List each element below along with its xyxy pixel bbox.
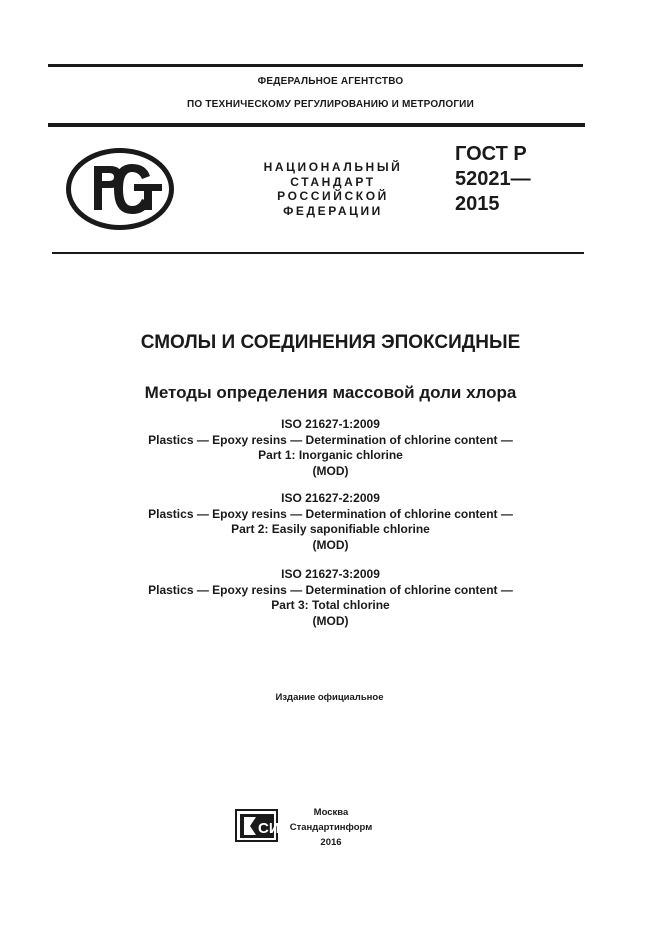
page-title: СМОЛЫ И СОЕДИНЕНИЯ ЭПОКСИДНЫЕ [140, 332, 521, 353]
iso-part-line: Part 1: Inorganic chlorine [258, 448, 403, 462]
iso-title-line: Plastics — Epoxy resins — Determination of chlorine content — [148, 506, 513, 521]
iso-reference-2 [0, 491, 661, 553]
publisher-city: Москва [313, 807, 349, 818]
iso-reference-3 [0, 567, 661, 629]
publication-year: 2016 [320, 837, 342, 848]
standard-type-line: РОССИЙСКОЙ [277, 189, 389, 203]
section-rule [52, 252, 584, 254]
standard-type-line: НАЦИОНАЛЬНЫЙ [263, 160, 403, 174]
iso-part-line: Part 3: Total chlorine [271, 598, 390, 612]
publisher-name: Стандартинформ [289, 822, 373, 833]
iso-reference-1 [0, 417, 661, 479]
rst-certification-mark-icon [66, 148, 174, 230]
standard-designation [455, 142, 531, 217]
iso-mod: (MOD) [312, 613, 349, 628]
iso-mod: (MOD) [312, 537, 349, 552]
iso-title-line: Plastics — Epoxy resins — Determination of chlorine content — [148, 432, 513, 447]
rst-logo-svg [66, 148, 174, 230]
header-rule [48, 123, 585, 127]
standard-type [248, 160, 418, 218]
top-rule [48, 64, 583, 67]
standartinform-logo-icon [234, 808, 279, 843]
iso-number: ISO 21627-3:2009 [281, 567, 380, 581]
iso-number: ISO 21627-2:2009 [281, 491, 380, 505]
designation-line: 52021— [455, 168, 531, 190]
edition-note: Издание официальное [275, 692, 384, 703]
publisher-info [276, 805, 386, 850]
standard-type-line: СТАНДАРТ [290, 174, 376, 189]
publisher-logo-text: СИ [258, 820, 279, 837]
page-subtitle: Методы определения массовой доли хлора [144, 383, 517, 402]
designation-line: ГОСТ Р [455, 143, 527, 165]
agency-line-2: ПО ТЕХНИЧЕСКОМУ РЕГУЛИРОВАНИЮ И МЕТРОЛОГИИ [187, 99, 474, 110]
standartinform-logo-svg [234, 808, 279, 843]
designation-line: 2015 [455, 193, 500, 215]
iso-part-line: Part 2: Easily saponifiable chlorine [231, 522, 430, 536]
iso-title-line: Plastics — Epoxy resins — Determination of chlorine content — [148, 582, 513, 597]
iso-mod: (MOD) [312, 463, 349, 478]
iso-number: ISO 21627-1:2009 [281, 417, 380, 431]
agency-line-1: ФЕДЕРАЛЬНОЕ АГЕНТСТВО [257, 76, 404, 87]
standard-type-line: ФЕДЕРАЦИИ [283, 203, 383, 218]
